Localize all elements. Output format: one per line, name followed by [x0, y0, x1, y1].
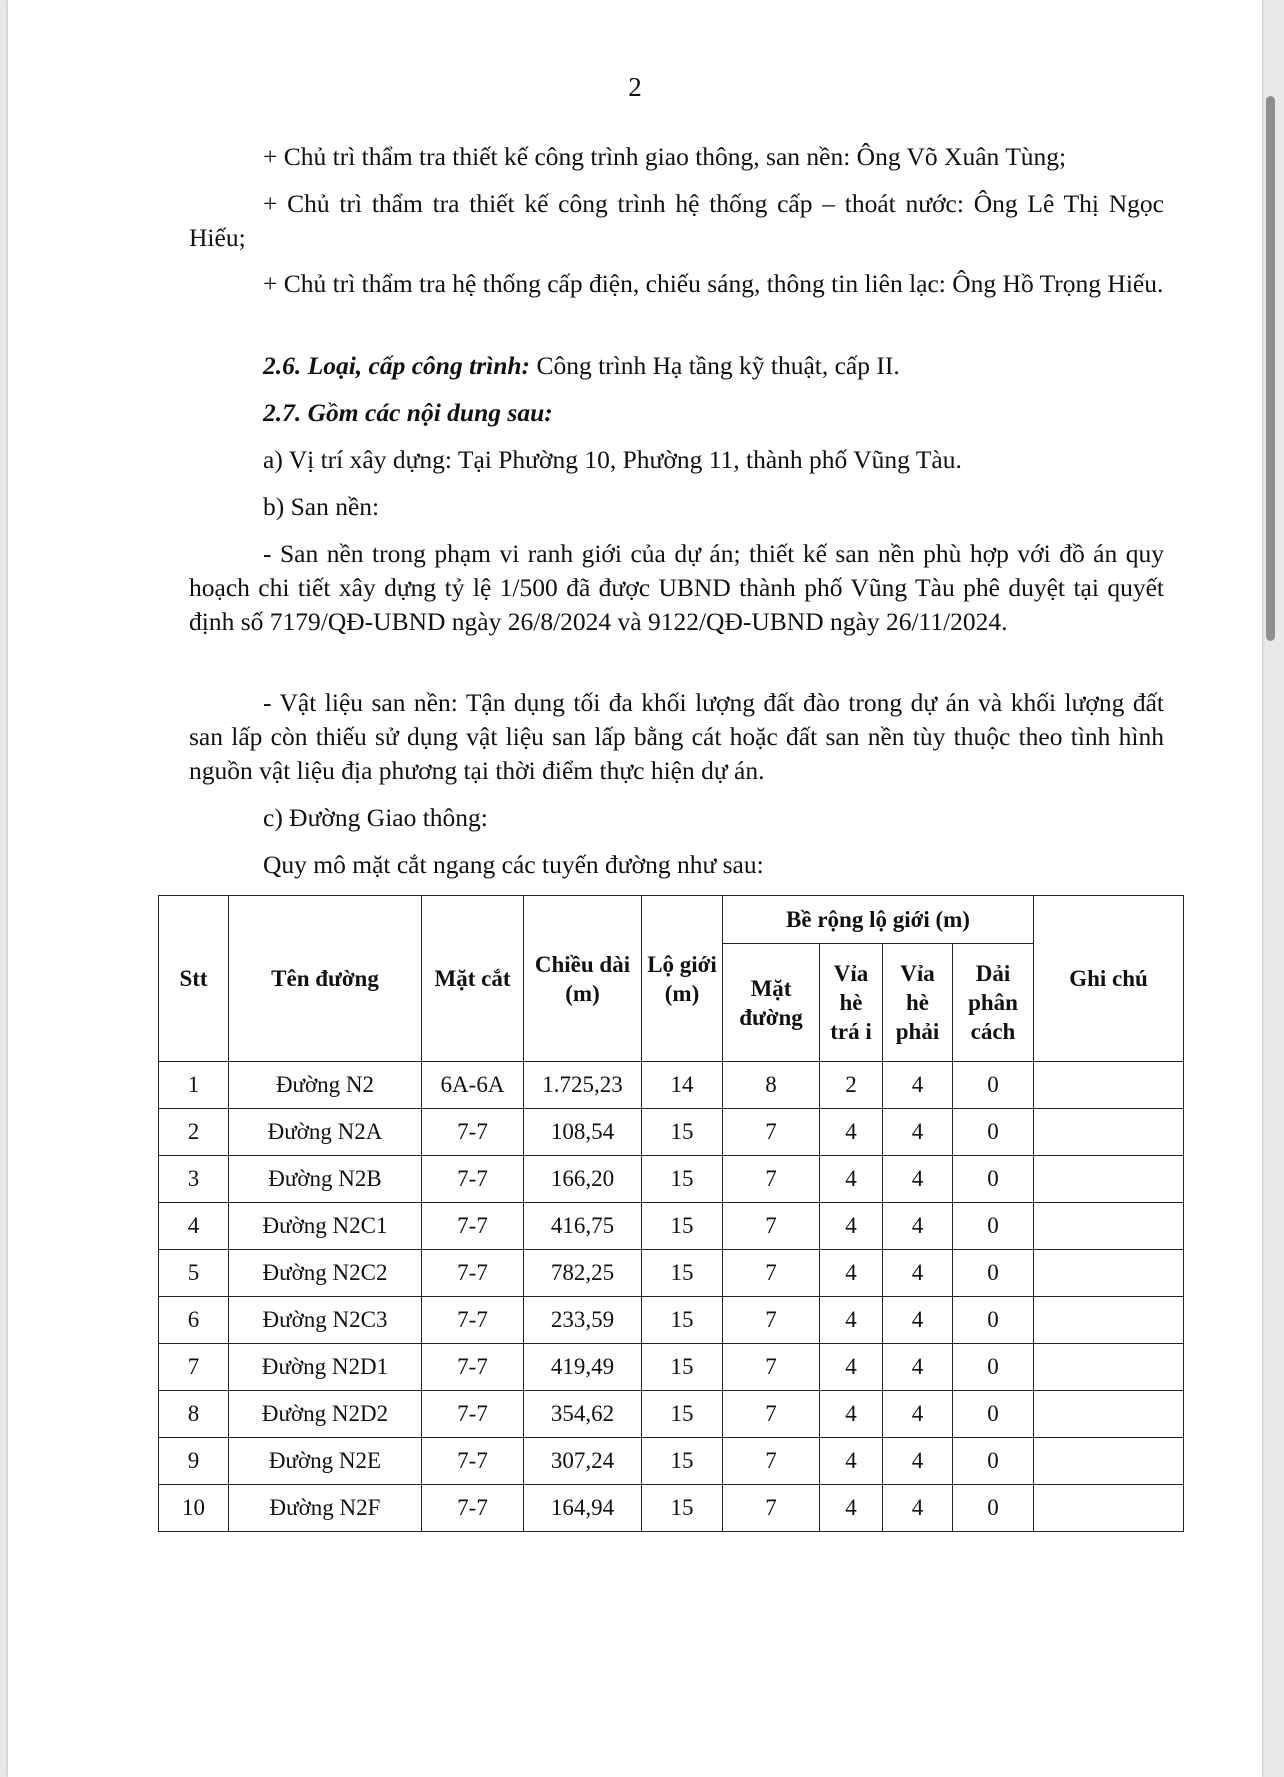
paragraph-giao-thong-text: c) Đường Giao thông:	[263, 803, 488, 832]
table-row	[159, 1438, 1184, 1485]
scrollbar-thumb[interactable]	[1266, 96, 1275, 641]
cell-left-sidewalk: 4	[820, 1156, 883, 1203]
cell-length: 1.725,23	[524, 1062, 642, 1109]
cell-road-surface: 7	[723, 1438, 820, 1485]
cell-right-sidewalk: 4	[883, 1344, 953, 1391]
table-row	[159, 1297, 1184, 1344]
section-2-7-label: 2.7. Gồm các nội dung sau:	[263, 398, 553, 427]
cell-road-surface: 7	[723, 1485, 820, 1532]
cell-note	[1034, 1297, 1184, 1344]
cell-median: 0	[953, 1156, 1034, 1203]
cell-right-sidewalk: 4	[883, 1109, 953, 1156]
header-row-width: Lộ giới (m)	[642, 896, 723, 1062]
cell-length: 419,49	[524, 1344, 642, 1391]
table-row	[159, 1391, 1184, 1438]
paragraph-2-text: + Chủ trì thẩm tra thiết kế công trình hệ thống cấp – thoát nước: Ông Lê Thị Ngọc Hiếu;	[189, 189, 1164, 252]
paragraph-section-2-7	[189, 396, 1164, 430]
cell-stt: 4	[159, 1203, 229, 1250]
cell-road-name: Đường N2C1	[229, 1203, 422, 1250]
cell-left-sidewalk: 2	[820, 1062, 883, 1109]
section-2-6-label: 2.6. Loại, cấp công trình:	[263, 351, 531, 380]
cell-median: 0	[953, 1250, 1034, 1297]
cell-section: 7-7	[422, 1391, 524, 1438]
cell-left-sidewalk: 4	[820, 1391, 883, 1438]
cell-section: 6A-6A	[422, 1062, 524, 1109]
cell-median: 0	[953, 1109, 1034, 1156]
cell-stt: 1	[159, 1062, 229, 1109]
cell-stt: 10	[159, 1485, 229, 1532]
cell-right-sidewalk: 4	[883, 1297, 953, 1344]
cell-road-name: Đường N2C3	[229, 1297, 422, 1344]
cell-section: 7-7	[422, 1485, 524, 1532]
header-median: Dải phân cách	[953, 944, 1034, 1062]
cell-road-surface: 7	[723, 1203, 820, 1250]
header-left-sidewalk: Vỉa hè trá i	[820, 944, 883, 1062]
cell-section: 7-7	[422, 1250, 524, 1297]
paragraph-giao-thong	[189, 801, 1164, 835]
cell-length: 354,62	[524, 1391, 642, 1438]
cell-row-width: 15	[642, 1203, 723, 1250]
cell-section: 7-7	[422, 1203, 524, 1250]
cell-stt: 3	[159, 1156, 229, 1203]
paragraph-san-nen-text: b) San nền:	[263, 492, 380, 521]
cell-row-width: 15	[642, 1344, 723, 1391]
cell-length: 166,20	[524, 1156, 642, 1203]
cell-length: 164,94	[524, 1485, 642, 1532]
cell-left-sidewalk: 4	[820, 1438, 883, 1485]
cell-row-width: 15	[642, 1438, 723, 1485]
paragraph-vat-lieu-text: - Vật liệu san nền: Tận dụng tối đa khối lượng đất đào trong dự án và khối lượng đất san lấp còn thiếu sử dụng vật liệu san lấp bằng cát hoặc đất san nền tùy thuộc theo tình hình nguồn vật liệu địa phương tại thời điểm thực hiện dự án.	[189, 688, 1164, 785]
cell-right-sidewalk: 4	[883, 1156, 953, 1203]
cell-road-name: Đường N2A	[229, 1109, 422, 1156]
cell-stt: 7	[159, 1344, 229, 1391]
cell-road-name: Đường N2B	[229, 1156, 422, 1203]
table-row	[159, 1203, 1184, 1250]
cell-section: 7-7	[422, 1156, 524, 1203]
paragraph-san-nen-detail-text: - San nền trong phạm vi ranh giới của dự án; thiết kế san nền phù hợp với đồ án quy hoạch chi tiết xây dựng tỷ lệ 1/500 đã được UBND thành phố Vũng Tàu phê duyệt tại quyết định số 7179/QĐ-UBND ngày 26/8/2024 và 9122/QĐ-UBND ngày 26/11/2024.	[189, 539, 1164, 636]
cell-road-surface: 7	[723, 1109, 820, 1156]
cell-note	[1034, 1062, 1184, 1109]
paragraph-3-text: + Chủ trì thẩm tra hệ thống cấp điện, chiếu sáng, thông tin liên lạc: Ông Hồ Trọng Hiếu.	[263, 269, 1164, 298]
paragraph-location	[189, 443, 1164, 477]
cell-row-width: 15	[642, 1109, 723, 1156]
road-cross-section-table	[158, 895, 1184, 1532]
cell-left-sidewalk: 4	[820, 1297, 883, 1344]
table-row	[159, 1109, 1184, 1156]
cell-stt: 5	[159, 1250, 229, 1297]
cell-note	[1034, 1203, 1184, 1250]
cell-row-width: 15	[642, 1297, 723, 1344]
cell-median: 0	[953, 1438, 1034, 1485]
cell-left-sidewalk: 4	[820, 1344, 883, 1391]
paragraph-3	[189, 267, 1164, 301]
cell-median: 0	[953, 1344, 1034, 1391]
header-note: Ghi chú	[1034, 896, 1184, 1062]
table-row	[159, 1344, 1184, 1391]
cell-row-width: 15	[642, 1156, 723, 1203]
cell-road-surface: 7	[723, 1297, 820, 1344]
paragraph-location-text: a) Vị trí xây dựng: Tại Phường 10, Phường 11, thành phố Vũng Tàu.	[263, 445, 962, 474]
cell-road-name: Đường N2E	[229, 1438, 422, 1485]
header-road-surface: Mặt đường	[723, 944, 820, 1062]
cell-right-sidewalk: 4	[883, 1391, 953, 1438]
document-page	[8, 0, 1262, 1777]
cell-median: 0	[953, 1203, 1034, 1250]
cell-note	[1034, 1438, 1184, 1485]
cell-left-sidewalk: 4	[820, 1203, 883, 1250]
paragraph-1-text: + Chủ trì thẩm tra thiết kế công trình giao thông, san nền: Ông Võ Xuân Tùng;	[263, 142, 1067, 171]
cell-note	[1034, 1485, 1184, 1532]
table-row	[159, 1156, 1184, 1203]
cell-right-sidewalk: 4	[883, 1250, 953, 1297]
cell-median: 0	[953, 1391, 1034, 1438]
cell-note	[1034, 1156, 1184, 1203]
cell-section: 7-7	[422, 1297, 524, 1344]
cell-stt: 8	[159, 1391, 229, 1438]
cell-note	[1034, 1344, 1184, 1391]
cell-road-surface: 7	[723, 1391, 820, 1438]
cell-row-width: 15	[642, 1485, 723, 1532]
cell-right-sidewalk: 4	[883, 1485, 953, 1532]
paragraph-table-intro	[189, 848, 1164, 882]
cell-section: 7-7	[422, 1109, 524, 1156]
cell-stt: 6	[159, 1297, 229, 1344]
cell-right-sidewalk: 4	[883, 1062, 953, 1109]
cell-road-name: Đường N2D2	[229, 1391, 422, 1438]
cell-road-surface: 7	[723, 1344, 820, 1391]
table-row	[159, 1250, 1184, 1297]
cell-stt: 9	[159, 1438, 229, 1485]
paragraph-vat-lieu	[189, 686, 1164, 788]
cell-road-surface: 7	[723, 1250, 820, 1297]
section-2-6-text: Công trình Hạ tầng kỹ thuật, cấp II.	[530, 351, 900, 380]
cell-road-name: Đường N2F	[229, 1485, 422, 1532]
paragraph-san-nen	[189, 490, 1164, 524]
table-row	[159, 1485, 1184, 1532]
cell-note	[1034, 1109, 1184, 1156]
cell-road-surface: 8	[723, 1062, 820, 1109]
header-stt: Stt	[159, 896, 229, 1062]
cell-left-sidewalk: 4	[820, 1485, 883, 1532]
cell-road-name: Đường N2D1	[229, 1344, 422, 1391]
cell-left-sidewalk: 4	[820, 1109, 883, 1156]
cell-row-width: 15	[642, 1391, 723, 1438]
header-width-group: Bề rộng lộ giới (m)	[723, 896, 1034, 944]
cell-road-surface: 7	[723, 1156, 820, 1203]
paragraph-san-nen-detail	[189, 537, 1164, 639]
header-road-name: Tên đường	[229, 896, 422, 1062]
cell-right-sidewalk: 4	[883, 1203, 953, 1250]
cell-length: 108,54	[524, 1109, 642, 1156]
cell-note	[1034, 1391, 1184, 1438]
paragraph-table-intro-text: Quy mô mặt cắt ngang các tuyến đường như sau:	[263, 850, 764, 879]
cell-median: 0	[953, 1062, 1034, 1109]
cell-section: 7-7	[422, 1344, 524, 1391]
paragraph-2	[189, 187, 1164, 255]
cell-length: 233,59	[524, 1297, 642, 1344]
cell-row-width: 14	[642, 1062, 723, 1109]
cell-length: 416,75	[524, 1203, 642, 1250]
cell-right-sidewalk: 4	[883, 1438, 953, 1485]
header-section: Mặt cắt	[422, 896, 524, 1062]
cell-stt: 2	[159, 1109, 229, 1156]
cell-section: 7-7	[422, 1438, 524, 1485]
cell-length: 307,24	[524, 1438, 642, 1485]
header-right-sidewalk: Vỉa hè phải	[883, 944, 953, 1062]
table-row	[159, 1062, 1184, 1109]
cell-road-name: Đường N2	[229, 1062, 422, 1109]
header-length: Chiều dài (m)	[524, 896, 642, 1062]
paragraph-1	[189, 140, 1164, 174]
cell-median: 0	[953, 1485, 1034, 1532]
cell-road-name: Đường N2C2	[229, 1250, 422, 1297]
page-number: 2	[628, 72, 642, 102]
cell-length: 782,25	[524, 1250, 642, 1297]
cell-left-sidewalk: 4	[820, 1250, 883, 1297]
paragraph-section-2-6	[189, 349, 1164, 383]
cell-row-width: 15	[642, 1250, 723, 1297]
cell-note	[1034, 1250, 1184, 1297]
cell-median: 0	[953, 1297, 1034, 1344]
